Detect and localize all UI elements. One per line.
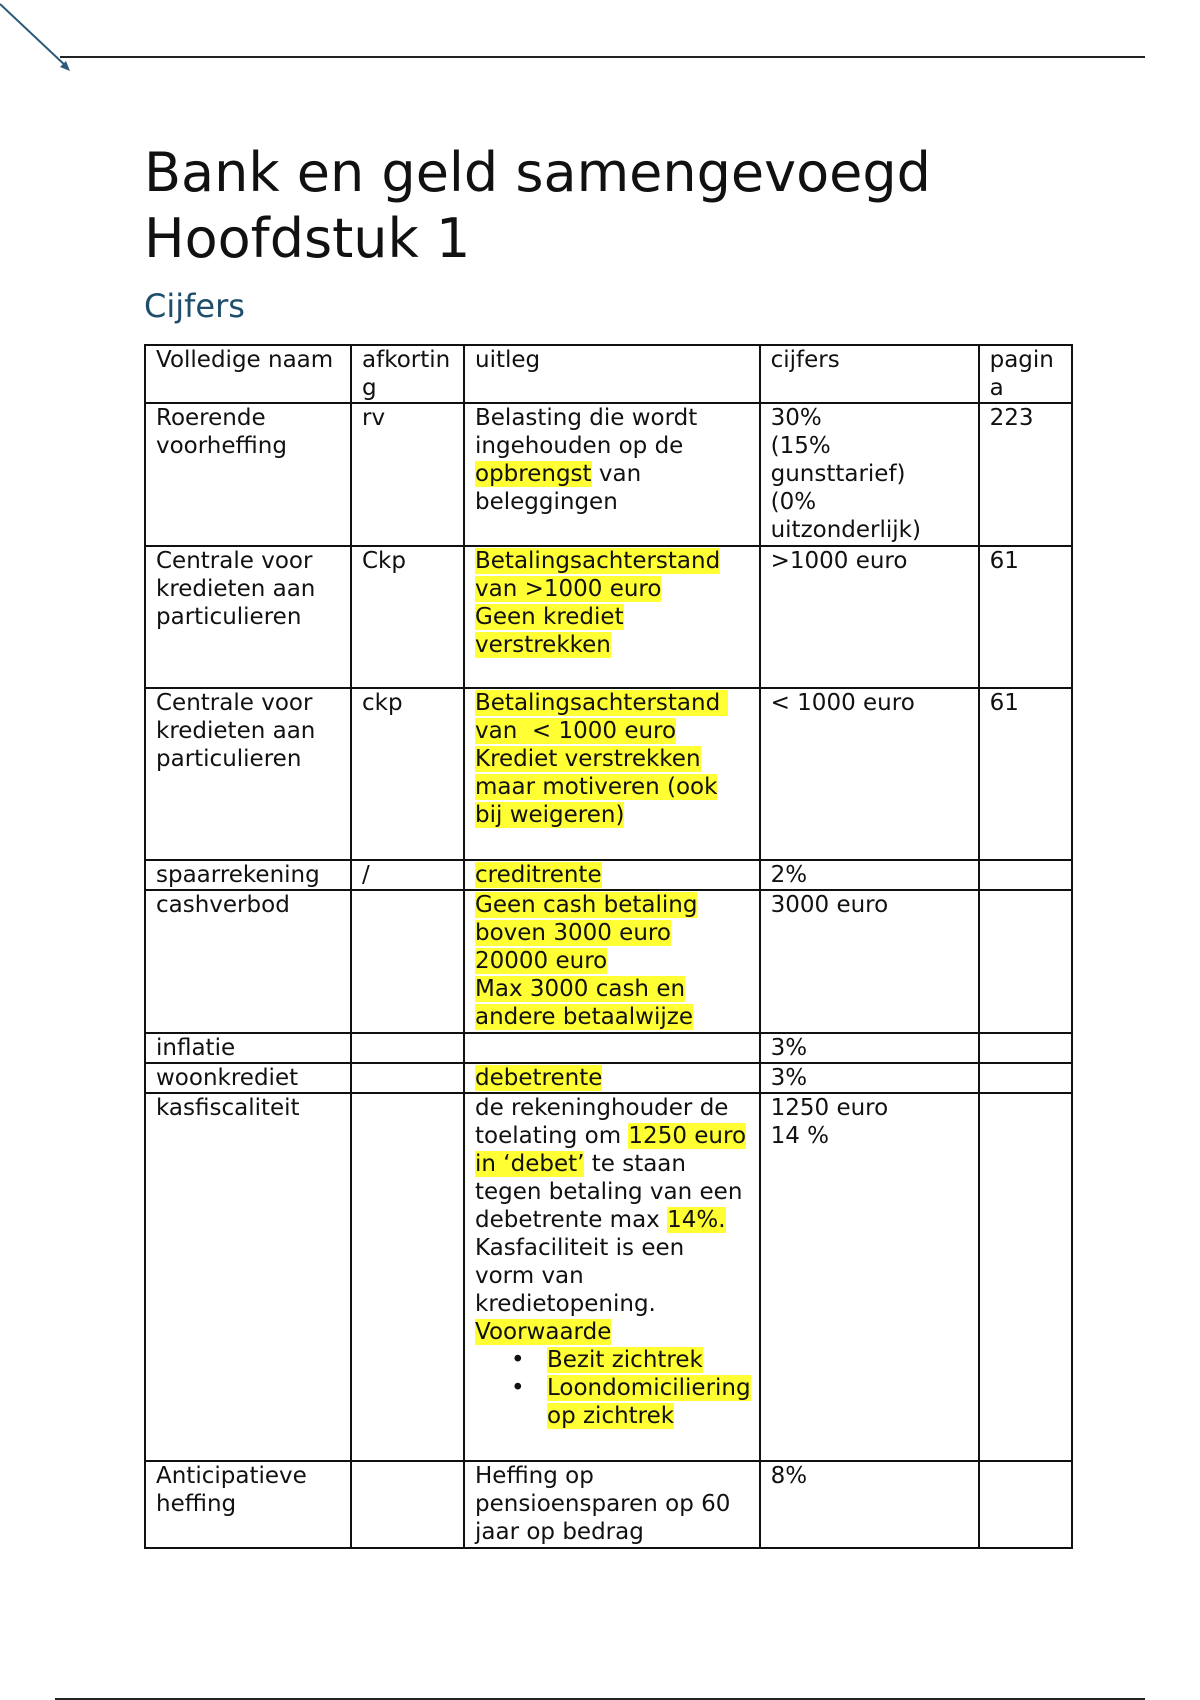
kasfiscaliteit-text	[475, 1094, 751, 1318]
cijfers-line: 30%	[770, 405, 822, 431]
table-row	[145, 890, 1072, 1033]
highlighted-text: Geen cash betaling boven 3000 euro	[475, 892, 698, 946]
cell-afkorting	[351, 1093, 464, 1461]
cell-cijfers	[760, 1093, 979, 1461]
cell-uitleg	[464, 688, 760, 860]
cijfers-line: 14 %	[770, 1123, 830, 1149]
title-line-1: Bank en geld samengevoegd	[144, 141, 931, 204]
cell-afkorting	[351, 890, 464, 1033]
table-header-row	[145, 345, 1072, 403]
cell-naam: inflatie	[145, 1033, 351, 1063]
table-row	[145, 1461, 1072, 1548]
list-item	[511, 1374, 751, 1430]
uitleg-text: Belasting die wordt ingehouden op de	[475, 405, 698, 459]
cell-afkorting	[351, 1033, 464, 1063]
cell-naam: woonkrediet	[145, 1063, 351, 1093]
cijfers-line: 1250 euro	[770, 1095, 889, 1121]
header-cell-pagina: pagina	[979, 345, 1072, 403]
list-item-text: Loondomiciliering op zichtrek	[547, 1375, 751, 1429]
header-rule	[60, 56, 1145, 58]
cell-pagina	[979, 1461, 1072, 1548]
header-cell-cijfers: cijfers	[760, 345, 979, 403]
highlighted-text: 1250 euro in ‘debet’	[475, 1123, 747, 1177]
highlighted-text: Betalingsachterstand van < 1000 euro	[475, 690, 728, 744]
corner-arrow-icon	[0, 0, 80, 80]
cell-cijfers: 3%	[760, 1033, 979, 1063]
list-item	[511, 1346, 751, 1374]
cell-cijfers: 3000 euro	[760, 890, 979, 1033]
cell-cijfers: >1000 euro	[760, 546, 979, 688]
table-row	[145, 1063, 1072, 1093]
highlighted-text: debetrente	[475, 1065, 603, 1091]
section-heading: Cijfers	[144, 287, 245, 325]
cell-cijfers: 2%	[760, 860, 979, 890]
cell-pagina	[979, 860, 1072, 890]
cell-uitleg	[464, 860, 760, 890]
cell-afkorting: ckp	[351, 688, 464, 860]
bullet-icon: •	[511, 1375, 525, 1401]
cijfers-line: (15% gunsttarief)	[770, 433, 906, 487]
table-row	[145, 546, 1072, 688]
cell-pagina	[979, 1063, 1072, 1093]
cell-pagina: 223	[979, 403, 1072, 546]
header-cell-uitleg: uitleg	[464, 345, 760, 403]
cell-afkorting: /	[351, 860, 464, 890]
voorwaarde-list	[475, 1346, 751, 1430]
highlighted-text: Betalingsachterstand van >1000 euro	[475, 548, 721, 602]
cell-pagina: 61	[979, 688, 1072, 860]
cijfers-line: (0% uitzonderlijk)	[770, 489, 921, 543]
highlighted-text: Max 3000 cash en andere betaalwijze	[475, 976, 693, 1030]
cell-naam: Centrale voor kredieten aan particulieren	[145, 688, 351, 860]
cell-uitleg	[464, 546, 760, 688]
cell-pagina: 61	[979, 546, 1072, 688]
cell-naam: cashverbod	[145, 890, 351, 1033]
highlighted-text: Geen krediet verstrekken	[475, 604, 624, 658]
uitleg-text: van beleggingen	[475, 461, 642, 515]
cell-cijfers: 8%	[760, 1461, 979, 1548]
title-line-2: Hoofdstuk 1	[144, 207, 471, 270]
highlighted-text: 14%.	[667, 1207, 726, 1233]
cell-uitleg	[464, 403, 760, 546]
cell-naam: Anticipatieve heffing	[145, 1461, 351, 1548]
cell-cijfers	[760, 403, 979, 546]
cell-afkorting	[351, 1461, 464, 1548]
cell-naam: kasfiscaliteit	[145, 1093, 351, 1461]
cell-pagina	[979, 1093, 1072, 1461]
cell-uitleg: Heffing op pensioensparen op 60 jaar op bedrag	[464, 1461, 760, 1548]
table-row	[145, 403, 1072, 546]
cell-cijfers: < 1000 euro	[760, 688, 979, 860]
figures-table	[144, 344, 1073, 1549]
cell-naam: Centrale voor kredieten aan particulieren	[145, 546, 351, 688]
cell-naam: spaarrekening	[145, 860, 351, 890]
cell-naam: Roerende voorheffing	[145, 403, 351, 546]
list-item-text: Bezit zichtrek	[547, 1347, 703, 1373]
cell-uitleg	[464, 890, 760, 1033]
table-row	[145, 1093, 1072, 1461]
table-row	[145, 860, 1072, 890]
highlighted-text: opbrengst	[475, 461, 592, 487]
highlighted-text: 20000 euro	[475, 948, 608, 974]
uitleg-text: Kasfaciliteit is een vorm van kredietopening.	[475, 1235, 685, 1317]
cell-uitleg	[464, 1063, 760, 1093]
cell-cijfers: 3%	[760, 1063, 979, 1093]
highlighted-text: creditrente	[475, 862, 602, 888]
cell-uitleg	[464, 1033, 760, 1063]
header-cell-afkorting: afkorting	[351, 345, 464, 403]
cell-afkorting: rv	[351, 403, 464, 546]
cell-uitleg	[464, 1093, 760, 1461]
uitleg-text: te staan tegen betaling van een debetrente max	[475, 1151, 743, 1233]
highlighted-text: Krediet verstrekken maar motiveren (ook bij weigeren)	[475, 746, 718, 828]
cell-afkorting	[351, 1063, 464, 1093]
table-row	[145, 688, 1072, 860]
cell-pagina	[979, 890, 1072, 1033]
cell-afkorting: Ckp	[351, 546, 464, 688]
cell-pagina	[979, 1033, 1072, 1063]
voorwaarde-label: Voorwaarde	[475, 1319, 612, 1345]
header-cell-naam: Volledige naam	[145, 345, 351, 403]
document-title	[144, 140, 931, 272]
table-row	[145, 1033, 1072, 1063]
bullet-icon: •	[511, 1347, 525, 1373]
uitleg-text: de rekeninghouder de toelating om	[475, 1095, 729, 1149]
